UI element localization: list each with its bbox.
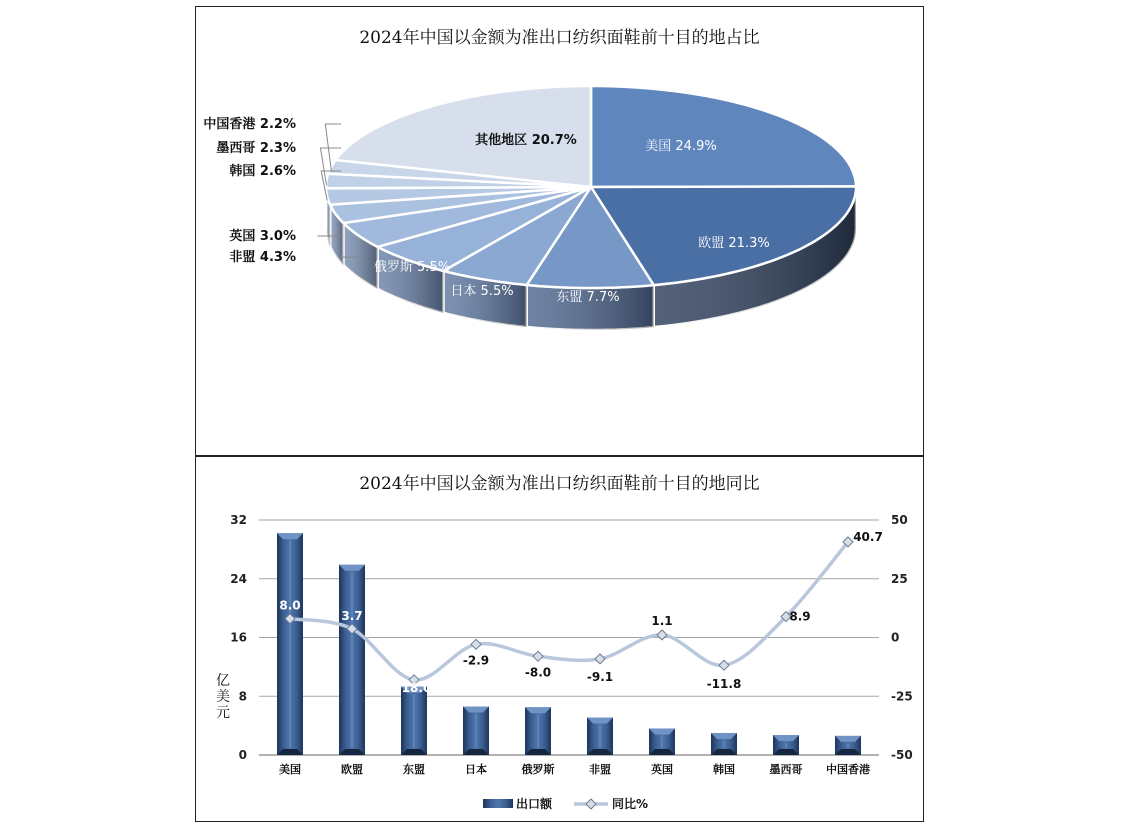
y-tick-label-3: 24 — [230, 571, 247, 586]
x-tick-label-7: 韩国 — [713, 763, 735, 776]
bar-5 — [587, 718, 613, 755]
yoy-data-label-6: 1.1 — [651, 613, 673, 628]
bar-9 — [835, 736, 861, 755]
pie-label-5: 非盟 4.3% — [229, 250, 296, 265]
pie-label-10: 其他地区 20.7% — [475, 133, 577, 148]
pie-label-2: 东盟 7.7% — [556, 290, 620, 305]
yoy-data-label-9: 40.7 — [853, 529, 883, 544]
y-tick-label-2: 16 — [230, 630, 247, 645]
bar-4 — [525, 707, 551, 755]
pie-chart-title: 2024年中国以金额为准出口纺织面鞋前十目的地占比 — [359, 28, 760, 48]
x-tick-label-3: 日本 — [465, 763, 487, 776]
pie-label-9: 中国香港 2.2% — [203, 117, 296, 132]
pie-slices — [326, 86, 856, 288]
y2-tick-label-1: -25 — [891, 689, 913, 704]
pie-label-4: 俄罗斯 5.5% — [373, 260, 451, 275]
y2-tick-label-0: -50 — [891, 748, 913, 762]
y-tick-label-0: 0 — [238, 748, 247, 762]
pie-label-0: 美国 24.9% — [645, 139, 717, 154]
y-tick-label-1: 8 — [238, 689, 247, 704]
yoy-marker-7 — [719, 660, 729, 670]
bar-3 — [463, 707, 489, 755]
pie-chart — [196, 7, 925, 457]
bar-chart-title: 2024年中国以金额为准出口纺织面鞋前十目的地同比 — [359, 474, 760, 494]
y2-tick-label-2: 0 — [891, 630, 900, 645]
pie-label-1: 欧盟 21.3% — [698, 236, 770, 251]
x-tick-label-1: 欧盟 — [341, 763, 363, 776]
yoy-data-label-5: -9.1 — [586, 669, 614, 684]
bars — [277, 533, 861, 755]
bar-8 — [773, 735, 799, 755]
yoy-marker-4 — [533, 651, 543, 661]
y2-tick-label-4: 50 — [891, 513, 908, 527]
pie-label-8: 墨西哥 2.3% — [216, 141, 296, 156]
x-tick-label-4: 俄罗斯 — [521, 763, 555, 776]
yoy-markers — [285, 537, 853, 685]
legend — [483, 796, 648, 811]
yoy-data-label-2: -18.0 — [396, 680, 432, 695]
bar-7 — [711, 733, 737, 755]
x-tick-label-8: 墨西哥 — [769, 763, 803, 776]
bar-2 — [401, 687, 427, 755]
legend-label-bar: 出口额 — [516, 797, 553, 811]
pie-label-6: 英国 3.0% — [229, 229, 296, 244]
pie-slice-0 — [591, 86, 856, 187]
bar-chart-panel — [195, 456, 924, 822]
pie-chart-panel — [195, 6, 924, 456]
bar-line-chart — [196, 457, 925, 823]
yoy-data-label-7: -11.8 — [706, 677, 742, 692]
legend-marker-line — [586, 799, 596, 809]
y-tick-label-4: 32 — [230, 513, 247, 527]
bar-0 — [277, 533, 303, 755]
yoy-data-label-8: 8.9 — [789, 609, 811, 624]
x-tick-label-9: 中国香港 — [826, 763, 870, 776]
bar-1 — [339, 565, 365, 755]
yoy-marker-6 — [657, 630, 667, 640]
bar-6 — [649, 729, 675, 755]
y-axis-label: 亿美元 — [216, 673, 230, 721]
y2-tick-label-3: 25 — [891, 571, 908, 586]
yoy-data-label-0: 8.0 — [279, 598, 301, 613]
x-tick-label-5: 非盟 — [589, 763, 611, 776]
yoy-data-label-4: -8.0 — [524, 665, 552, 680]
x-tick-label-0: 美国 — [279, 763, 301, 776]
pie-label-7: 韩国 2.6% — [229, 164, 296, 179]
legend-swatch-bar — [483, 799, 513, 808]
yoy-data-label-1: 3.7 — [341, 608, 363, 623]
pie-label-3: 日本 5.5% — [450, 284, 514, 299]
x-tick-label-6: 英国 — [651, 763, 673, 776]
x-tick-label-2: 东盟 — [403, 763, 425, 776]
yoy-marker-5 — [595, 654, 605, 664]
yoy-marker-3 — [471, 639, 481, 649]
yoy-data-label-3: -2.9 — [462, 653, 490, 668]
legend-label-line: 同比% — [612, 797, 649, 811]
yoy-line — [290, 542, 848, 680]
